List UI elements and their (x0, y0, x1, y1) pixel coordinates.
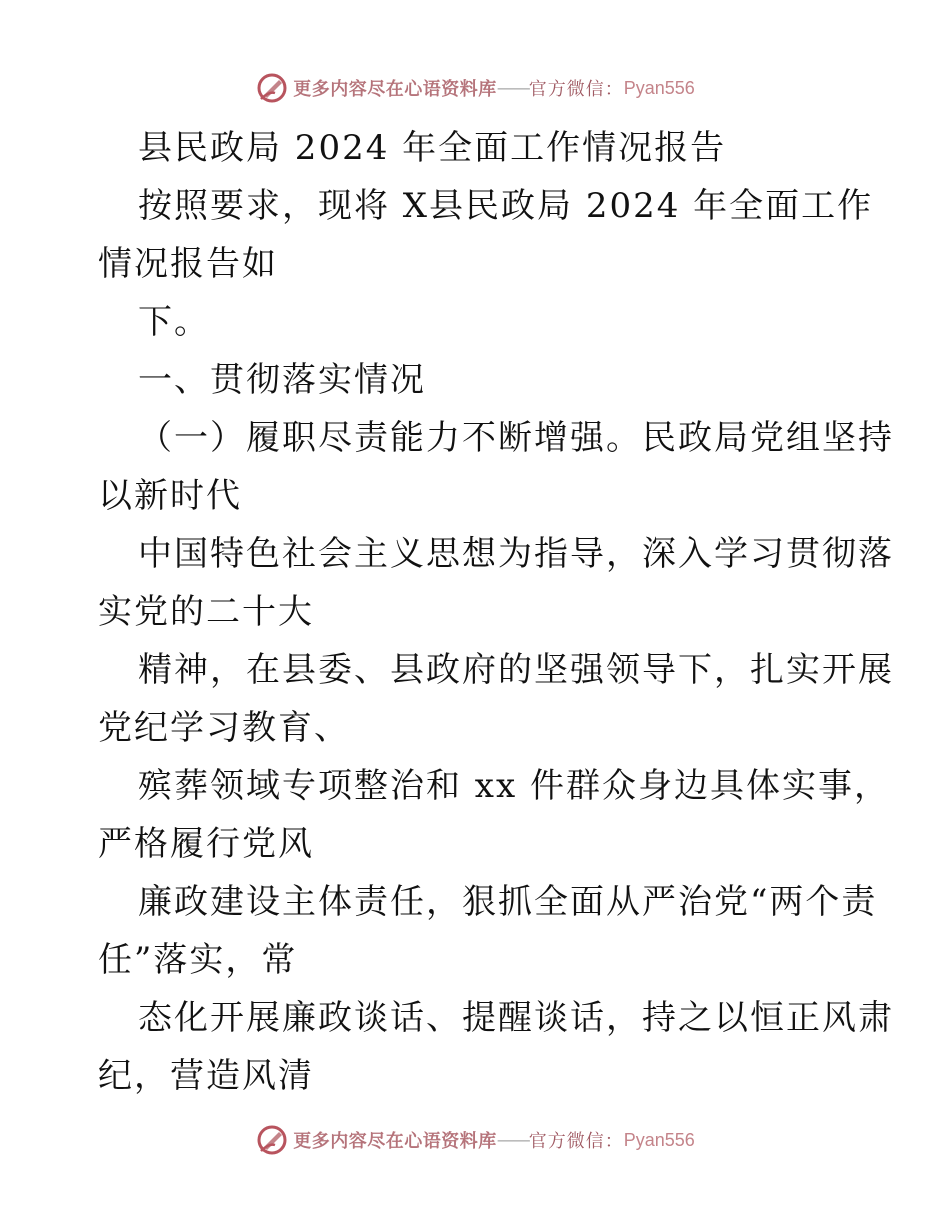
paragraph-line: 情况报告如 (98, 244, 278, 284)
watermark-sub-text: 官方微信： (528, 1131, 624, 1152)
watermark-main-text: 更多内容尽在心语资料库 (293, 79, 497, 100)
watermark-wechat-id: Pyan556 (623, 1129, 695, 1150)
watermark-banner-bottom (0, 1120, 950, 1160)
paragraph-line: 任”落实，常 (98, 940, 298, 980)
paragraph-line: 精神，在县委、县政府的坚强领导下，扎实开展 (138, 650, 894, 690)
watermark-main-text: 更多内容尽在心语资料库 (293, 1131, 497, 1152)
paragraph-line: 廉政建设主体责任，狠抓全面从严治党“两个责 (138, 882, 878, 922)
watermark-sub-text: 官方微信： (528, 79, 624, 100)
paragraph-line: 下。 (138, 302, 210, 342)
paragraph-line: 实党的二十大 (98, 592, 314, 632)
paragraph-line: 以新时代 (98, 476, 242, 516)
paragraph-line: 按照要求，现将 X县民政局 2024 年全面工作 (138, 186, 874, 226)
paragraph-line: 党纪学习教育、 (98, 708, 350, 748)
watermark-dash: —— (496, 77, 529, 99)
paragraph-line: 中国特色社会主义思想为指导，深入学习贯彻落 (138, 534, 894, 574)
pen-swirl-logo-icon (255, 71, 289, 105)
watermark-dash: —— (496, 1129, 529, 1151)
section-heading: 一、贯彻落实情况 (138, 360, 426, 400)
watermark-banner-top (0, 68, 950, 108)
paragraph-line: （一）履职尽责能力不断增强。民政局党组坚持 (138, 418, 894, 458)
paragraph-line: 纪，营造风清 (98, 1056, 314, 1096)
document-title: 县民政局 2024 年全面工作情况报告 (138, 128, 727, 168)
paragraph-line: 态化开展廉政谈话、提醒谈话，持之以恒正风肃 (138, 998, 894, 1038)
paragraph-line: 殡葬领域专项整治和 xx 件群众身边具体实事， (138, 766, 890, 806)
watermark-wechat-id: Pyan556 (623, 77, 695, 98)
pen-swirl-logo-icon (255, 1123, 289, 1157)
paragraph-line: 严格履行党风 (98, 824, 314, 864)
